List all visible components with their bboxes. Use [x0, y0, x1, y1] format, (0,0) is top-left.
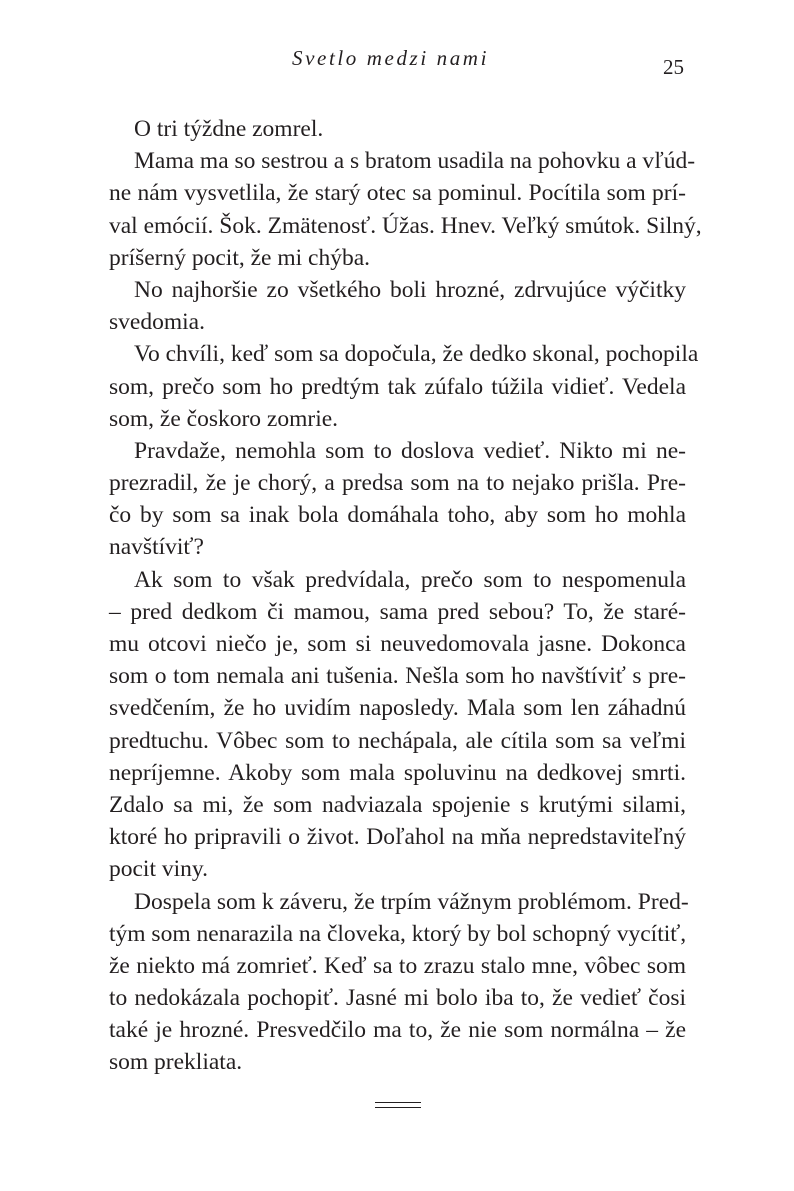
text-line: tým som nenarazila na človeka, ktorý by bol schopný vycítiť, [109, 920, 687, 947]
text-line: nepríjemne. Akoby som mala spoluvinu na dedkovej smrti. [109, 759, 686, 786]
page-number: 25 [663, 55, 684, 79]
text-line: val emócií. Šok. Zmätenosť. Úžas. Hnev. Veľký smútok. Silný, [109, 212, 702, 239]
ornament-rule-top [375, 1102, 421, 1103]
text-line: som prekliata. [109, 1049, 243, 1076]
text-line: to nedokázala pochopiť. Jasné mi bolo iba to, že vedieť čosi [109, 985, 686, 1012]
section-break-ornament [375, 1102, 421, 1110]
text-line: navštíviť? [109, 534, 204, 561]
text-line: predtuchu. Vôbec som to nechápala, ale cítila som sa veľmi [109, 727, 686, 754]
ornament-rule-bottom [375, 1107, 421, 1108]
body-text [109, 113, 702, 1079]
text-line: svedomia. [109, 309, 205, 336]
text-line: že niekto má zomrieť. Keď sa to zrazu stalo mne, vôbec som [109, 952, 686, 979]
text-line: Vo chvíli, keď som sa dopočula, že dedko skonal, pochopila [134, 341, 699, 368]
text-line: Dospela som k záveru, že trpím vážnym problémom. Pred- [134, 888, 689, 915]
text-line: svedčením, že ho uvidím naposledy. Mala som len záhadnú [109, 695, 686, 722]
text-line: – pred dedkom či mamou, sama pred sebou? To, že staré- [109, 598, 686, 625]
running-title: Svetlo medzi nami [292, 46, 490, 70]
text-line: mu otcovi niečo je, som si neuvedomovala jasne. Dokonca [109, 631, 686, 657]
text-line: Zdalo sa mi, že som nadviazala spojenie s krutými silami, [109, 791, 686, 818]
text-line: čo by som sa inak bola domáhala toho, aby som ho mohla [109, 502, 686, 529]
text-line: O tri týždne zomrel. [134, 116, 324, 142]
text-line: ktoré ho pripravili o život. Doľahol na mňa nepredstaviteľný [109, 824, 686, 851]
text-line: No najhoršie zo všetkého boli hrozné, zdrvujúce výčitky [134, 276, 686, 303]
text-line: Ak som to však predvídala, prečo som to nespomenula [134, 566, 686, 593]
text-line: prezradil, že je chorý, a predsa som na to nejako prišla. Pre- [109, 470, 686, 497]
text-line: som, že čoskoro zomrie. [109, 405, 339, 432]
running-header [0, 46, 794, 86]
text-line: ne nám vysvetlila, že starý otec sa pominul. Pocítila som prí- [109, 180, 686, 207]
text-line: som, prečo som ho predtým tak zúfalo túžila vidieť. Vedela [109, 373, 686, 400]
text-line: príšerný pocit, že mi chýba. [109, 244, 371, 271]
text-line: Pravdaže, nemohla som to doslova vedieť. Nikto mi ne- [134, 437, 686, 464]
text-line: také je hrozné. Presvedčilo ma to, že nie som normálna – že [109, 1017, 686, 1044]
text-line: Mama ma so sestrou a s bratom usadila na pohovku a vľúd- [134, 148, 696, 175]
text-line: pocit viny. [109, 856, 208, 883]
text-line: som o tom nemala ani tušenia. Nešla som ho navštíviť s pre- [109, 663, 686, 690]
